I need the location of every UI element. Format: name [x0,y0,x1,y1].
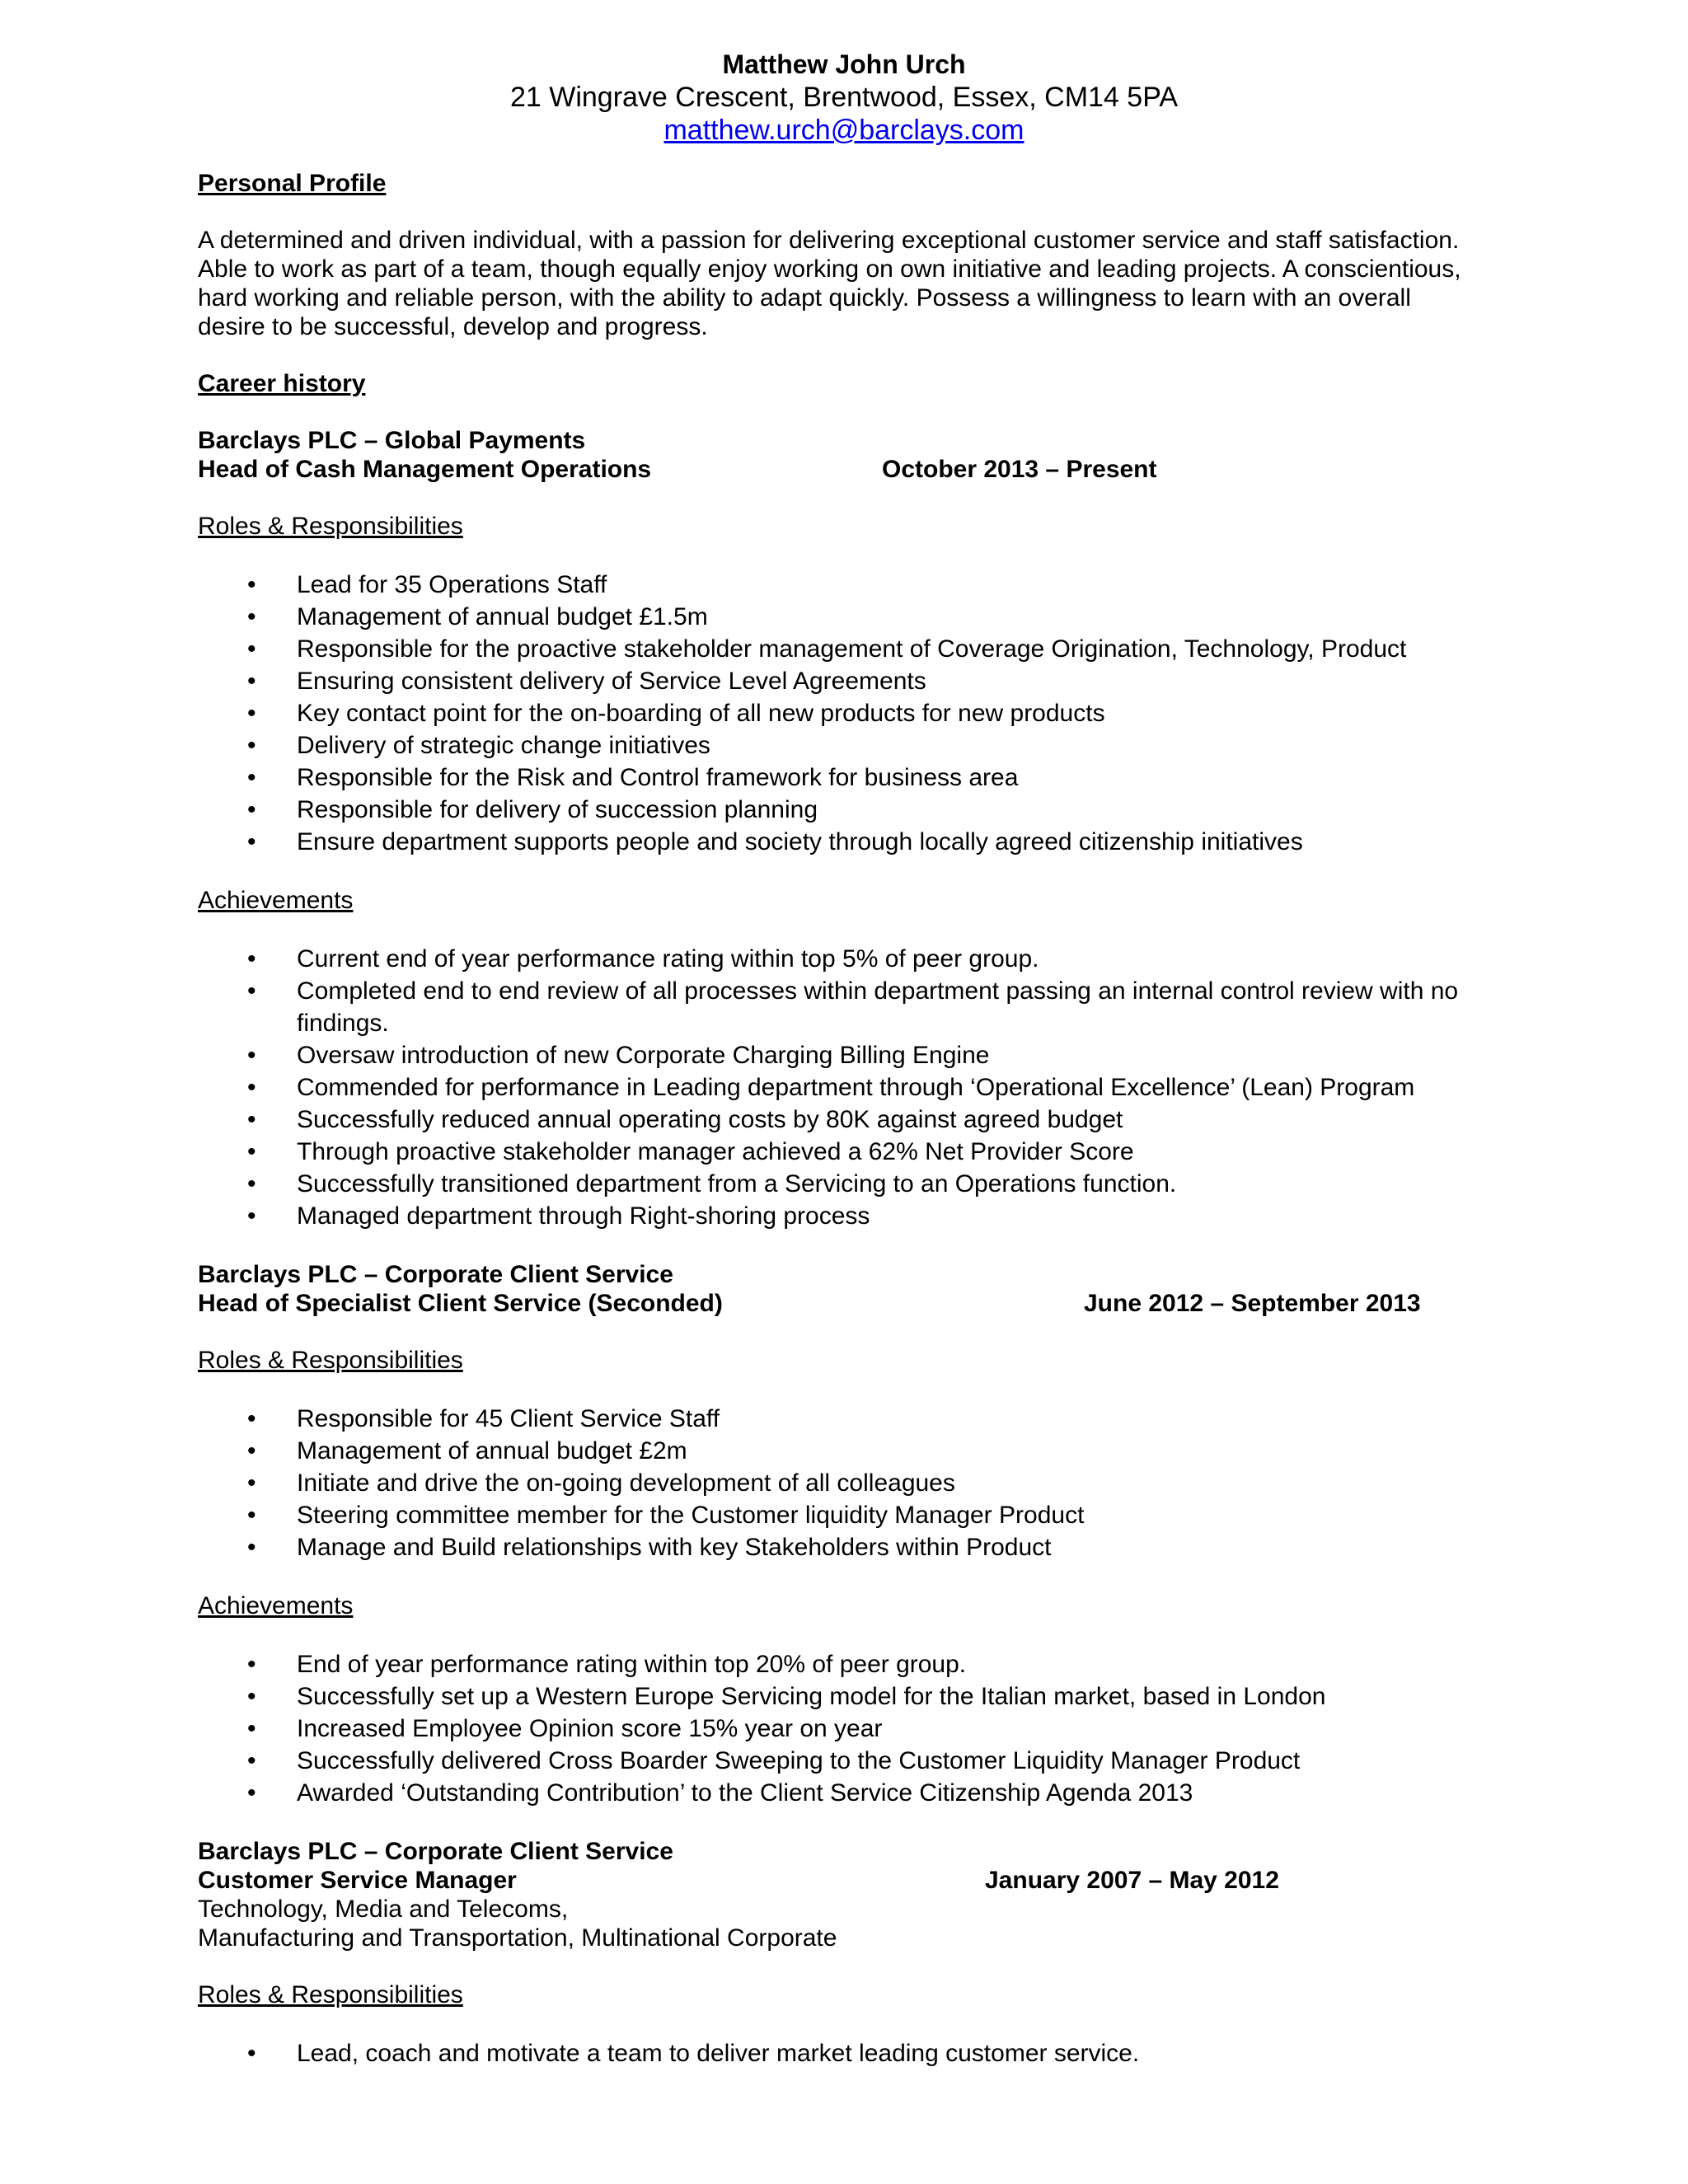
bullet-icon: • [247,1469,256,1497]
bullet-icon: • [247,1747,256,1774]
bullet-icon: • [247,1042,256,1069]
career-history-heading: Career history [198,370,366,397]
job-title: Customer Service Manager [198,1867,517,1894]
bullet-icon: • [247,1138,256,1165]
bullet-icon: • [247,700,256,727]
job-entry [198,1837,1484,2069]
list-item: • Successfully transitioned department from a Servicing to an Operations function. [198,1168,1484,1200]
list-item: • Lead for 35 Operations Staff [198,569,1484,601]
list-item: • Management of annual budget £1.5m [198,601,1484,633]
achievements-heading: Achievements [198,887,354,914]
bullet-icon: • [247,1502,256,1529]
candidate-email-link[interactable]: matthew.urch@barclays.com [663,115,1025,146]
list-item: • Completed end to end review of all processes within department passing an internal control review with no findings. [198,975,1484,1039]
bullet-icon: • [247,1651,256,1678]
list-item: • Successfully set up a Western Europe Servicing model for the Italian market, based in London [198,1680,1484,1713]
roles-heading: Roles & Responsibilities [198,513,463,540]
list-item: • Managed department through Right-shoring process [198,1200,1484,1232]
list-item: • Through proactive stakeholder manager achieved a 62% Net Provider Score [198,1136,1484,1168]
bullet-icon: • [247,1779,256,1807]
list-item: • Key contact point for the on-boarding of all new products for new products [198,697,1484,729]
bullet-icon: • [247,977,256,1005]
bullet-icon: • [247,1715,256,1742]
list-item: • Successfully delivered Cross Boarder Sweeping to the Customer Liquidity Manager Product [198,1745,1484,1777]
list-item: • Ensuring consistent delivery of Service Level Agreements [198,665,1484,697]
list-item: • Successfully reduced annual operating costs by 80K against agreed budget [198,1104,1484,1136]
job-title-row [198,1289,1484,1318]
job-dates: October 2013 – Present [882,456,1157,483]
job-company: Barclays PLC – Corporate Client Service [198,1261,673,1288]
list-item: • Increased Employee Opinion score 15% year on year [198,1713,1484,1745]
bullet-icon: • [247,668,256,695]
candidate-name: Matthew John Urch [722,49,966,79]
list-item: • Responsible for delivery of succession planning [198,794,1484,826]
list-item: • Lead, coach and motivate a team to deliver market leading customer service. [198,2037,1484,2069]
job-entry [198,1260,1484,1809]
bullet-icon: • [247,2040,256,2067]
personal-profile-text: A determined and driven individual, with a passion for delivering exceptional customer service and staff satisfaction. Able to work as part of a team, though equally enjoy working on own initiative and leading projects. A conscientious, hard working and reliable person, with the ability to adapt quickly. Possess a willingness to learn with an overall desire to be successful, develop and progress. [198,227,1461,340]
job-detail-line: Manufacturing and Transportation, Multinational Corporate [198,1924,837,1952]
achievements-heading: Achievements [198,1592,354,1619]
bullet-icon: • [247,796,256,823]
bullet-icon: • [247,764,256,791]
bullet-icon: • [247,945,256,972]
resume-header [0,48,1688,147]
job-dates: January 2007 – May 2012 [985,1867,1279,1894]
roles-heading: Roles & Responsibilities [198,1347,463,1374]
bullet-icon: • [247,732,256,759]
bullet-icon: • [247,1106,256,1133]
job-title: Head of Cash Management Operations [198,456,652,483]
list-item: • Responsible for 45 Client Service Staff [198,1403,1484,1435]
list-item: • Manage and Build relationships with key Stakeholders within Product [198,1531,1484,1563]
list-item: • Steering committee member for the Customer liquidity Manager Product [198,1499,1484,1531]
roles-heading: Roles & Responsibilities [198,1981,463,2008]
personal-profile-heading: Personal Profile [198,170,387,197]
list-item: • Initiate and drive the on-going development of all colleagues [198,1467,1484,1499]
bullet-icon: • [247,1170,256,1197]
list-item: • Current end of year performance rating within top 5% of peer group. [198,943,1484,975]
job-company: Barclays PLC – Global Payments [198,427,586,454]
job-entry [198,426,1484,1232]
list-item: • Responsible for the Risk and Control framework for business area [198,762,1484,794]
job-title-row [198,1866,1484,1895]
list-item: • Commended for performance in Leading department through ‘Operational Excellence’ (Lean) Program [198,1071,1484,1104]
roles-list [198,569,1484,858]
achievements-list [198,943,1484,1232]
list-item: • End of year performance rating within top 20% of peer group. [198,1648,1484,1680]
list-item: • Management of annual budget £2m [198,1435,1484,1467]
bullet-icon: • [247,1437,256,1465]
bullet-icon: • [247,571,256,598]
achievements-list [198,1648,1484,1809]
roles-list [198,1403,1484,1563]
bullet-icon: • [247,1405,256,1432]
job-company: Barclays PLC – Corporate Client Service [198,1838,673,1865]
list-item: • Delivery of strategic change initiatives [198,729,1484,762]
list-item: • Responsible for the proactive stakeholder management of Coverage Origination, Technology, Product [198,633,1484,665]
list-item: • Ensure department supports people and society through locally agreed citizenship initiatives [198,826,1484,858]
bullet-icon: • [247,1074,256,1101]
job-detail-line: Technology, Media and Telecoms, [198,1896,569,1923]
bullet-icon: • [247,1683,256,1710]
job-title-row [198,455,1484,484]
bullet-icon: • [247,603,256,630]
list-item: • Awarded ‘Outstanding Contribution’ to the Client Service Citizenship Agenda 2013 [198,1777,1484,1809]
bullet-icon: • [247,828,256,855]
bullet-icon: • [247,1534,256,1561]
candidate-address: 21 Wingrave Crescent, Brentwood, Essex, CM14 5PA [509,82,1179,113]
list-item: • Oversaw introduction of new Corporate Charging Billing Engine [198,1039,1484,1071]
job-title: Head of Specialist Client Service (Seconded) [198,1290,723,1317]
job-dates: June 2012 – September 2013 [1084,1290,1421,1317]
roles-list [198,2037,1484,2069]
bullet-icon: • [247,635,256,663]
resume-body [198,169,1484,2069]
bullet-icon: • [247,1202,256,1230]
